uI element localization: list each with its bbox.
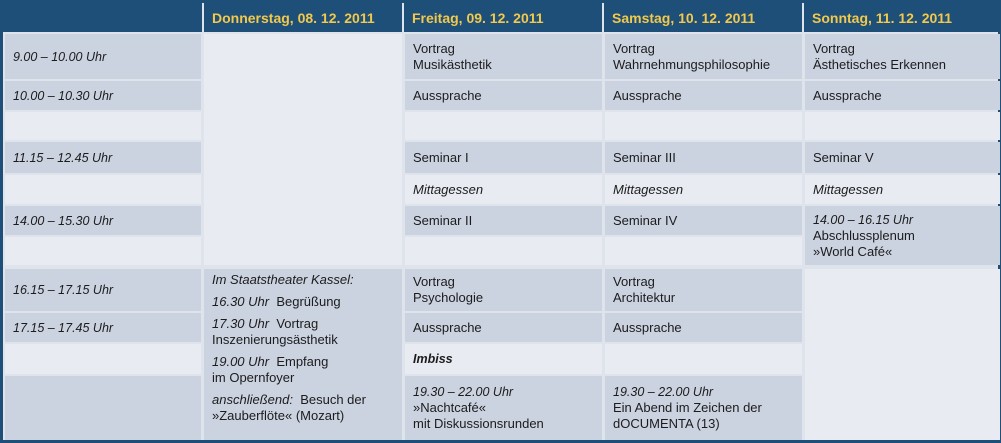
friday-slot-empty [405,112,602,140]
saturday-slot-1: Vortrag Wahrnehmungsphilosophie [605,34,802,79]
friday-slot-empty [405,237,602,265]
saturday-slot-empty [605,237,802,265]
saturday-slot-empty [605,344,802,374]
friday-slot-5: Vortrag Psychologie [405,269,602,311]
saturday-slot-2: Aussprache [605,81,802,110]
thursday-empty-block [204,34,402,265]
time-slot-1: 9.00 – 10.00 Uhr [5,34,201,79]
friday-slot-4: Seminar II [405,206,602,235]
sunday-closing: 14.00 – 16.15 Uhr Abschlussplenum »World Café« [805,206,1000,265]
time-slot-5: 16.15 – 17.15 Uhr [5,269,201,311]
time-slot-empty [5,344,201,374]
sunday-slot-empty [805,112,1000,140]
time-slot-4: 14.00 – 15.30 Uhr [5,206,201,235]
time-slot-6: 17.15 – 17.45 Uhr [5,313,201,342]
thursday-item-2: 17.30 Uhr Vortrag [212,316,319,331]
header-sunday: Sonntag, 11. 12. 2011 [804,3,1000,32]
header-friday: Freitag, 09. 12. 2011 [404,3,602,32]
time-slot-3: 11.15 – 12.45 Uhr [5,142,201,173]
time-slot-empty [5,175,201,204]
saturday-lunch: Mittagessen [605,175,802,204]
thursday-item-1: 16.30 Uhr Begrüßung [212,294,341,309]
time-slot-2: 10.00 – 10.30 Uhr [5,81,201,110]
thursday-evening-block [204,269,402,440]
saturday-evening: 19.30 – 22.00 Uhr Ein Abend im Zeichen der dOCUMENTA (13) [605,376,802,440]
thursday-intro: Im Staatstheater Kassel: [212,272,354,287]
thursday-item-3-detail: im Opernfoyer [212,370,295,385]
saturday-slot-4: Seminar IV [605,206,802,235]
friday-slot-2: Aussprache [405,81,602,110]
thursday-item-2-detail: Inszenierungsästhetik [212,332,338,347]
header-empty [3,3,202,32]
time-slot-empty [5,237,201,265]
friday-slot-3: Seminar I [405,142,602,173]
saturday-slot-6: Aussprache [605,313,802,342]
saturday-slot-5: Vortrag Architektur [605,269,802,311]
thursday-item-3: 19.00 Uhr Empfang [212,354,329,369]
sunday-slot-2: Aussprache [805,81,1000,110]
thursday-item-4: anschließend: Besuch der [212,392,366,407]
sunday-lunch: Mittagessen [805,175,1000,204]
sunday-slot-1: Vortrag Ästhetisches Erkennen [805,34,1000,79]
sunday-empty-block [805,269,1000,440]
friday-slot-6: Aussprache [405,313,602,342]
sunday-slot-3: Seminar V [805,142,1000,173]
header-saturday: Samstag, 10. 12. 2011 [604,3,802,32]
friday-slot-1: Vortrag Musikästhetik [405,34,602,79]
thursday-item-4-detail: »Zauberflöte« (Mozart) [212,408,345,423]
friday-snack: Imbiss [405,344,602,374]
time-slot-empty [5,376,201,440]
friday-evening: 19.30 – 22.00 Uhr »Nachtcafé« mit Diskussionsrunden [405,376,602,440]
friday-lunch: Mittagessen [405,175,602,204]
saturday-slot-3: Seminar III [605,142,802,173]
time-slot-empty [5,112,201,140]
header-thursday: Donnerstag, 08. 12. 2011 [204,3,402,32]
saturday-slot-empty [605,112,802,140]
